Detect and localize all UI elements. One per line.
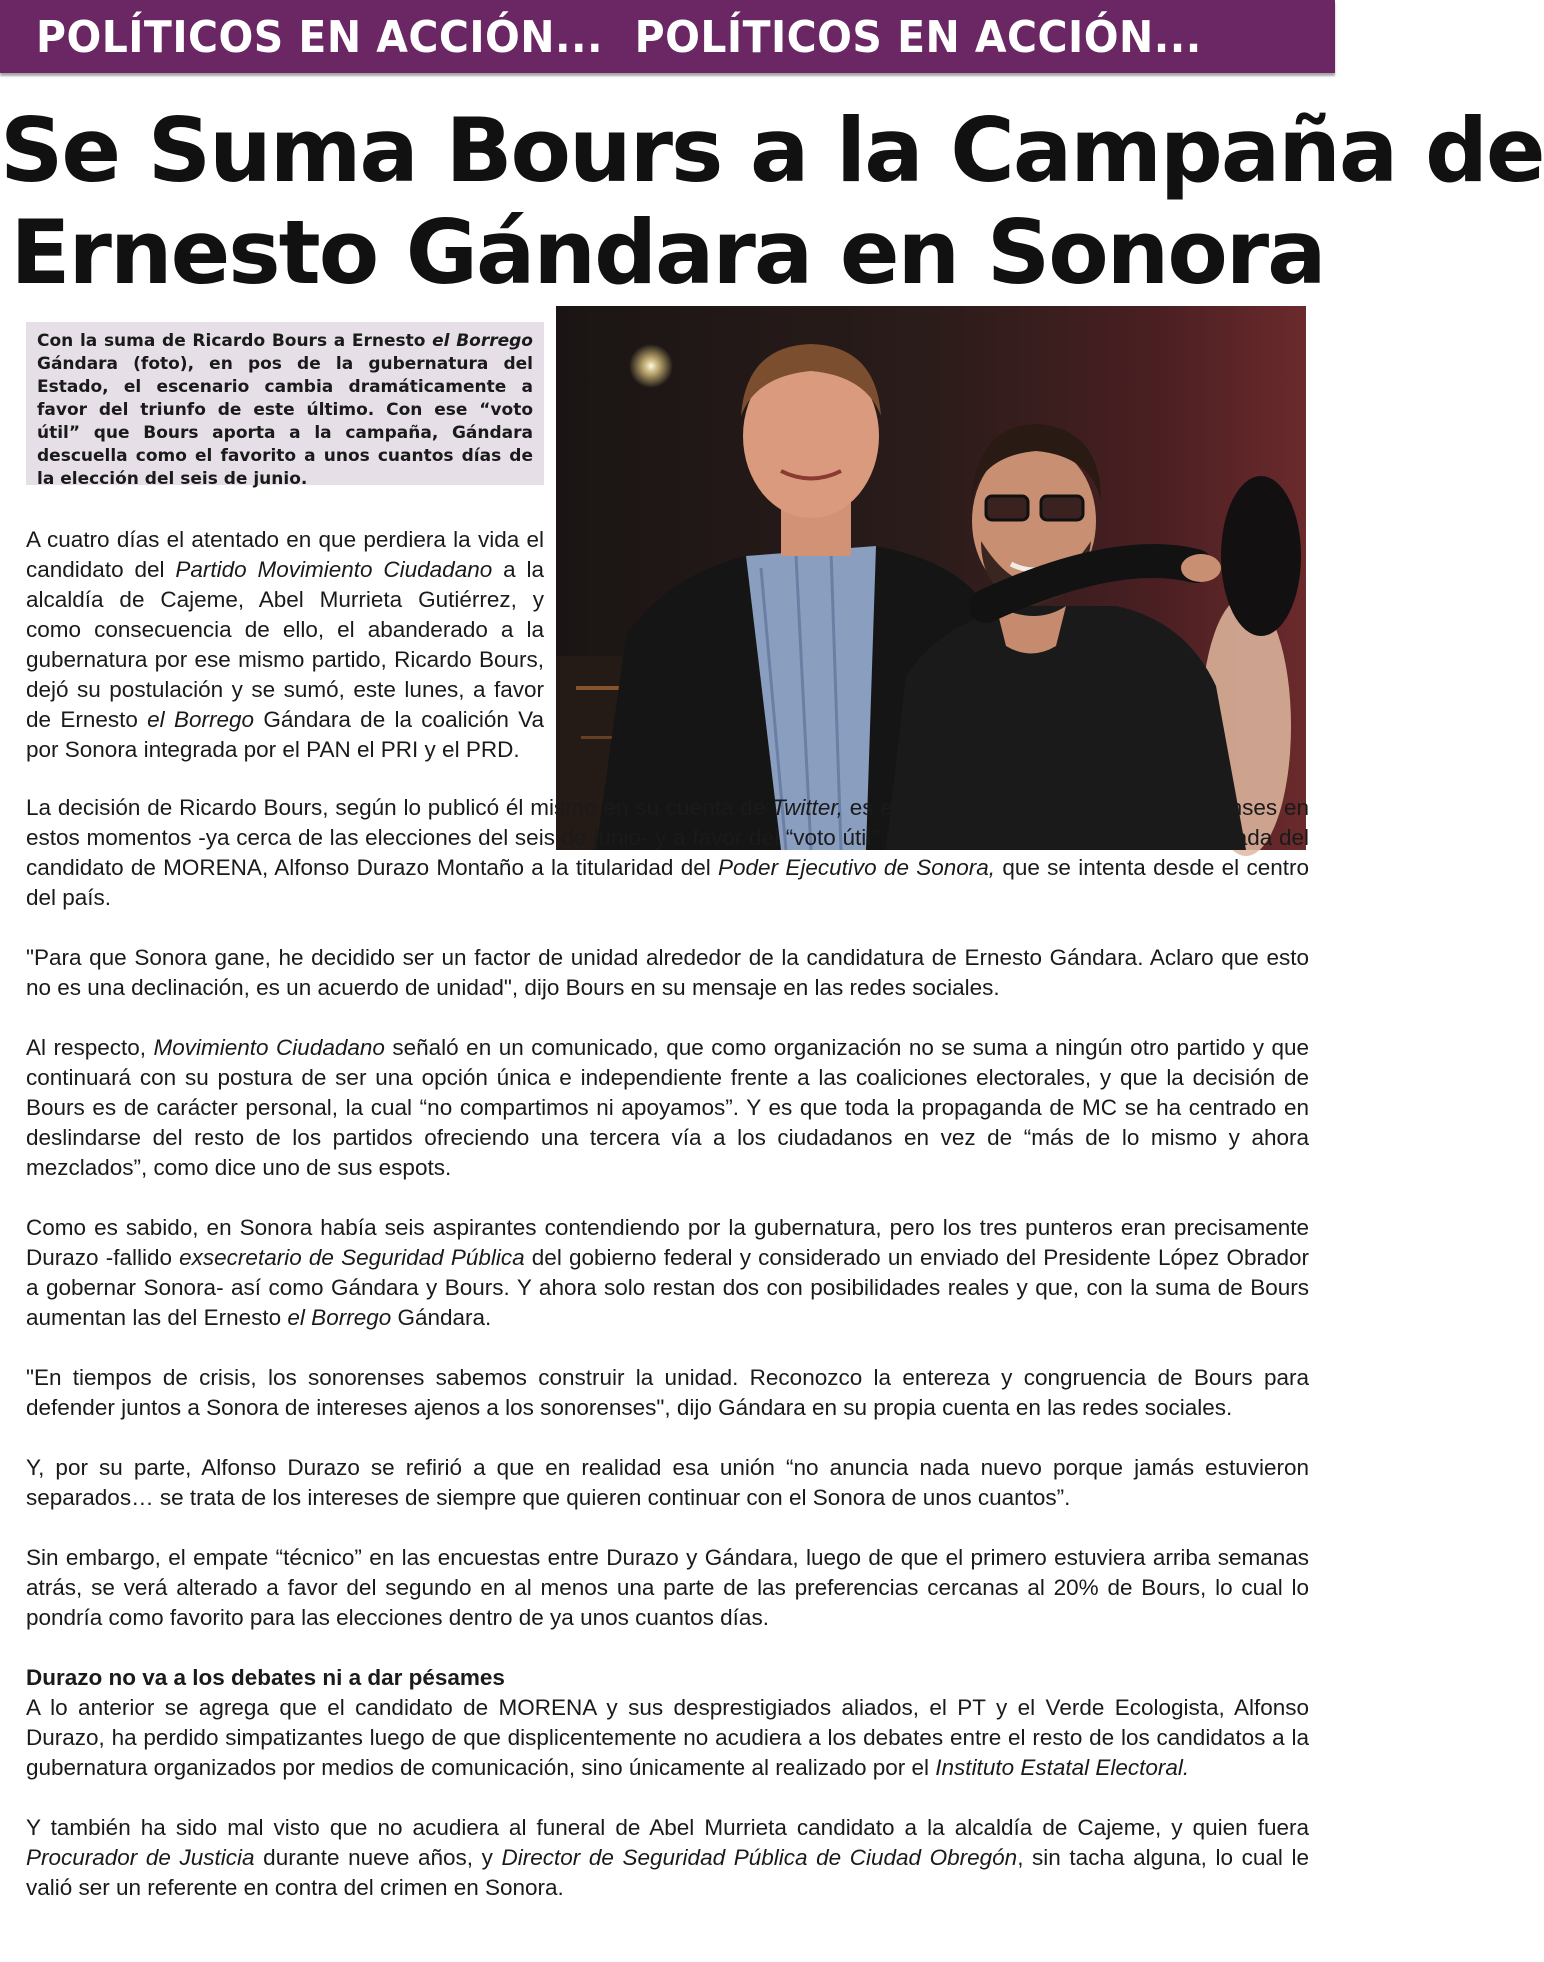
article-paragraph [26, 793, 1309, 913]
banner-label-right: POLÍTICOS EN ACCIÓN... [634, 12, 1202, 63]
italic-run: Movimiento Ciudadano [153, 1035, 385, 1060]
text-run: durante nueve años, y [254, 1845, 502, 1870]
text-run: que se intenta desde el centro del país. [26, 855, 1310, 910]
italic-run: Poder Ejecutivo de Sonora, [718, 855, 996, 880]
italic-run: el Borrego [147, 707, 255, 732]
italic-run: Twitter, [772, 795, 843, 820]
italic-run: Procurador de Justicia [26, 1845, 255, 1870]
text-run: Al respecto, [26, 1035, 154, 1060]
text-run: señaló en un comunicado, que como organización no se suma a ningún otro partido y que continuará con su postura de ser una opción única e independiente frente a las coaliciones electorales, y que la decisión de Bours es de carácter personal, la cual “no compartimos ni apoyamos”. Y es que toda la propaganda de MC se ha centrado en deslindarse del resto de los partidos ofreciendo una tercera vía a los ciudadanos en vez de “más de lo mismo y ahora mezclados”, como dice uno de sus espots. [26, 1035, 1309, 1180]
text-run: a la alcaldía de Cajeme, Abel Murrieta Gutiérrez, y como consecuencia de ello, el abanderado a la gubernatura por ese mismo partido, Ricardo Bours, dejó su postulación y se sumó, este lunes, a favor de Ernesto [26, 557, 545, 732]
article-paragraph: Y, por su parte, Alfonso Durazo se refirió a que en realidad esa unión “no anuncia nada nuevo porque jamás estuvieron separados… se trata de los intereses de siempre que quieren continuar con el Sonora de unos cuantos”. [26, 1455, 1309, 1510]
text-run: A lo anterior se agrega que el candidato de MORENA y sus desprestigiados aliados, el PT y el Verde Ecologista, Alfonso Durazo, ha perdido simpatizantes luego de que displicentemente no acudiera a los debates entre el resto de los candidatos a la gubernatura organizados por medios de comunicación, sino únicamente al realizado por el [26, 1695, 1309, 1780]
article-paragraph: "En tiempos de crisis, los sonorenses sabemos construir la unidad. Reconozco la entereza y congruencia de Bours para defender juntos a Sonora de intereses ajenos a los sonorenses", dijo Gándara en su propia cuenta en las redes sociales. [26, 1365, 1309, 1420]
article-paragraph: Sin embargo, el empate “técnico” en las encuestas entre Durazo y Gándara, luego de que el primero estuviera arriba semanas atrás, se verá alterado a favor del segundo en al menos una parte de las preferencias cercanas al 20% de Bours, lo cual lo pondría como favorito para las elecciones dentro de ya unos cuantos días. [26, 1545, 1309, 1630]
text-run: La decisión de Ricardo Bours, según lo publicó él mismo en su cuenta de [26, 795, 773, 820]
caption-text: Gándara (foto), en pos de la gubernatura del Estado, el escenario cambia dramáticamente a favor del triunfo de este último. Con ese “voto útil” que Bours aporta a la campaña, Gándara descuella como el favorito a unos cuantos días de la elección del seis de junio. [37, 354, 533, 489]
section-banner [0, 0, 1335, 73]
caption-italic: el Borrego [432, 331, 533, 351]
italic-run: exsecretario de Seguridad Pública [179, 1245, 525, 1270]
article-body [26, 525, 1309, 1933]
text-run: , sin tacha alguna, lo cual le valió ser un referente en contra del crimen en Sonora. [26, 1845, 1310, 1900]
text-run: Gándara de la coalición Va por Sonora integrada por el PAN el PRI y el PRD. [26, 707, 545, 762]
banner-label-left: POLÍTICOS EN ACCIÓN... [36, 12, 604, 63]
article-paragraph [26, 1693, 1309, 1783]
text-run: es en aras de la unidad de los sonorenses en estos momentos -ya cerca de las elecciones del seis de junio- y a favor del “voto útil” por Gándara, para evitar así la llegada del candidato de MORENA, Alfonso Durazo Montaño a la titularidad del [26, 795, 1309, 880]
text-run: del gobierno federal y considerado un enviado del Presidente López Obrador a gobernar Sonora- así como Gándara y Bours. Y ahora solo restan dos con posibilidades reales y que, con la suma de Bours aumentan las del Ernesto [26, 1245, 1309, 1330]
text-run: Y también ha sido mal visto que no acudiera al funeral de Abel Murrieta candidato a la alcaldía de Cajeme, y quien fuera [26, 1815, 1309, 1840]
article-paragraph [26, 1813, 1309, 1903]
photo-caption-box [26, 322, 544, 489]
text-run: A cuatro días el atentado en que perdiera la vida el candidato del [26, 527, 544, 582]
italic-run: Partido Movimiento Ciudadano [175, 557, 493, 582]
article-paragraph: "Para que Sonora gane, he decidido ser un factor de unidad alrededor de la candidatura de Ernesto Gándara. Aclaro que esto no es una declinación, es un acuerdo de unidad", dijo Bours en su mensaje en las redes sociales. [26, 945, 1309, 1000]
text-run: Como es sabido, en Sonora había seis aspirantes contendiendo por la gubernatura, pero los tres punteros eran precisamente Durazo -fallido [26, 1215, 1309, 1270]
article-subheading: Durazo no va a los debates ni a dar pésames [26, 1665, 505, 1690]
caption-text: Con la suma de Ricardo Bours a Ernesto [37, 331, 433, 351]
italic-run: Director de Seguridad Pública de Ciudad Obregón [501, 1845, 1018, 1870]
italic-run: Instituto Estatal Electoral. [935, 1755, 1190, 1780]
article-paragraph [26, 525, 544, 765]
section-banner-text [36, 12, 1202, 63]
headline-line-1: Se Suma Bours a la Campaña de [0, 99, 1544, 202]
text-run: Gándara. [391, 1305, 492, 1330]
headline-line-2: Ernesto Gándara en Sonora [10, 201, 1325, 304]
italic-run: el Borrego [287, 1305, 392, 1330]
article-headline [0, 99, 1544, 304]
article-paragraph [26, 1213, 1309, 1333]
article-paragraph [26, 1033, 1309, 1183]
